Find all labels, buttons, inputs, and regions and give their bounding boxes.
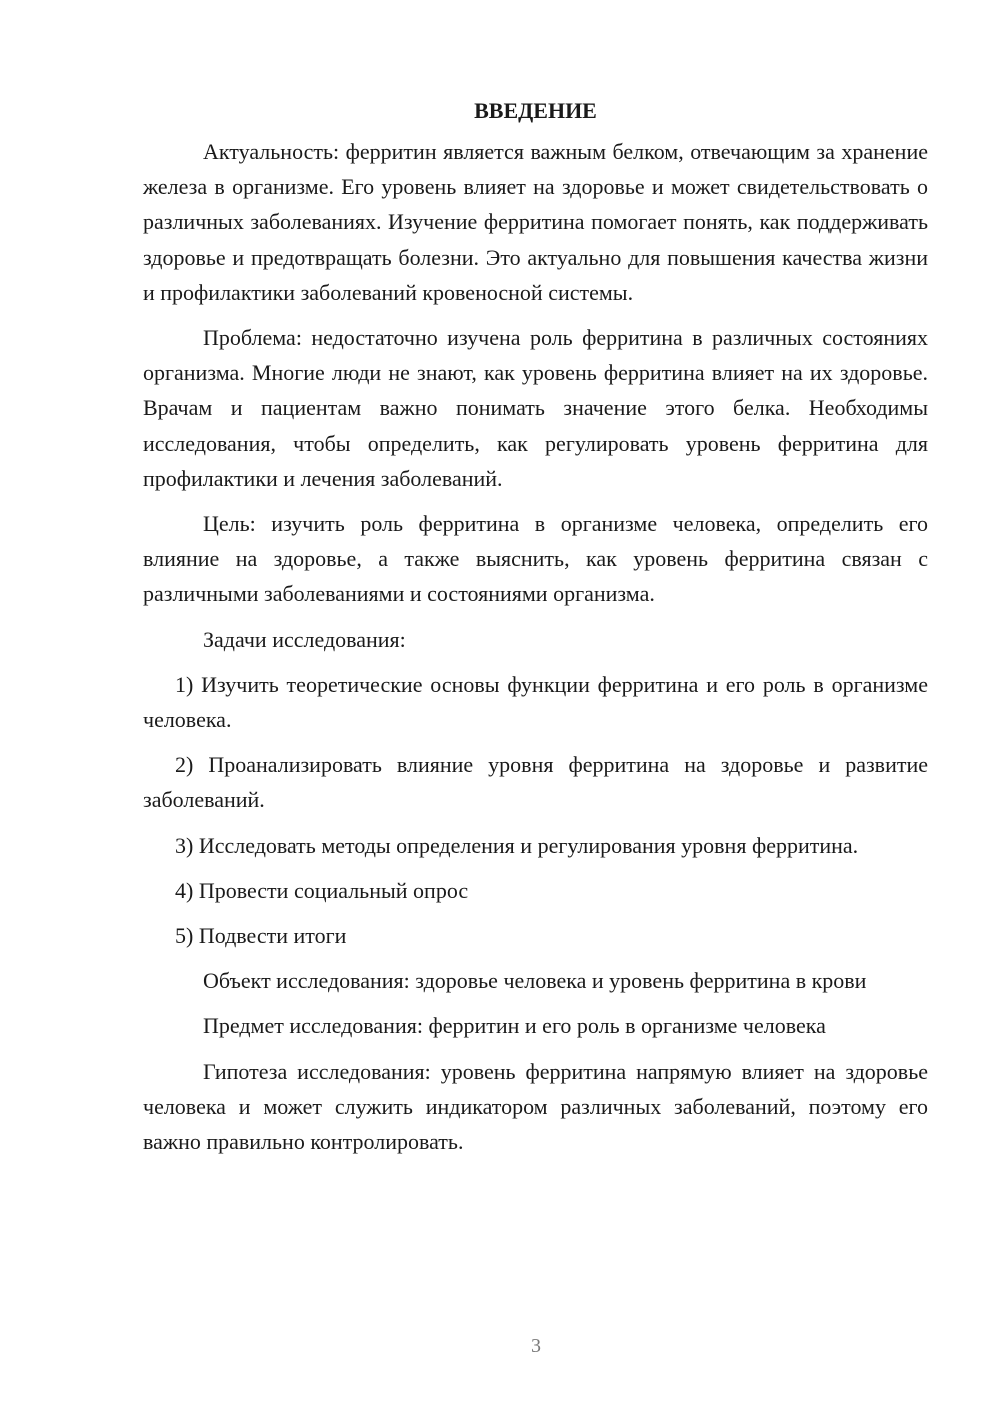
paragraph-object: Объект исследования: здоровье человека и уровень ферритина в крови: [203, 968, 867, 994]
tasks-title: Задачи исследования:: [203, 626, 406, 652]
task-item-3: 3) Исследовать методы определения и регулирования уровня ферритина.: [175, 832, 859, 858]
paragraph-subject: Предмет исследования: ферритин и его роль в организме человека: [203, 1013, 826, 1039]
page-heading: ВВЕДЕНИЕ: [474, 98, 597, 123]
paragraph-hypothesis: Гипотеза исследования: уровень ферритина напрямую влияет на здоровье человека и может служить индикатором различных заболеваний, поэтому его важно правильно контролировать.: [143, 1058, 928, 1155]
paragraph-goal: Цель: изучить роль ферритина в организме человека, определить его влияние на здоровье, а также выяснить, как уровень ферритина связан с различными заболеваниями и состояниями организма.: [143, 511, 928, 607]
task-item-5: 5) Подвести итоги: [175, 923, 347, 949]
task-item-4: 4) Провести социальный опрос: [175, 877, 469, 903]
page-number: 3: [531, 1335, 541, 1357]
document-page: [143, 96, 928, 1159]
paragraph-problem: Проблема: недостаточно изучена роль ферритина в различных состояниях организма. Многие люди не знают, как уровень ферритина влияет на их здоровье. Врачам и пациентам важно понимать значение этого белка. Необходимы исследования, чтобы определить, как регулировать уровень ферритина для профилактики и лечения заболеваний.: [143, 325, 928, 491]
task-item-2: 2) Проанализировать влияние уровня ферритина на здоровье и развитие заболеваний.: [143, 752, 928, 813]
paragraph-relevance: Актуальность: ферритин является важным белком, отвечающим за хранение железа в организме. Его уровень влияет на здоровье и может свидетельствовать о различных заболеваниях. Изучение ферритина помогает понять, как поддерживать здоровье и предотвращать болезни. Это актуально для повышения качества жизни и профилактики заболеваний кровеносной системы.: [143, 139, 928, 305]
task-item-1: 1) Изучить теоретические основы функции ферритина и его роль в организме человека.: [143, 671, 928, 733]
